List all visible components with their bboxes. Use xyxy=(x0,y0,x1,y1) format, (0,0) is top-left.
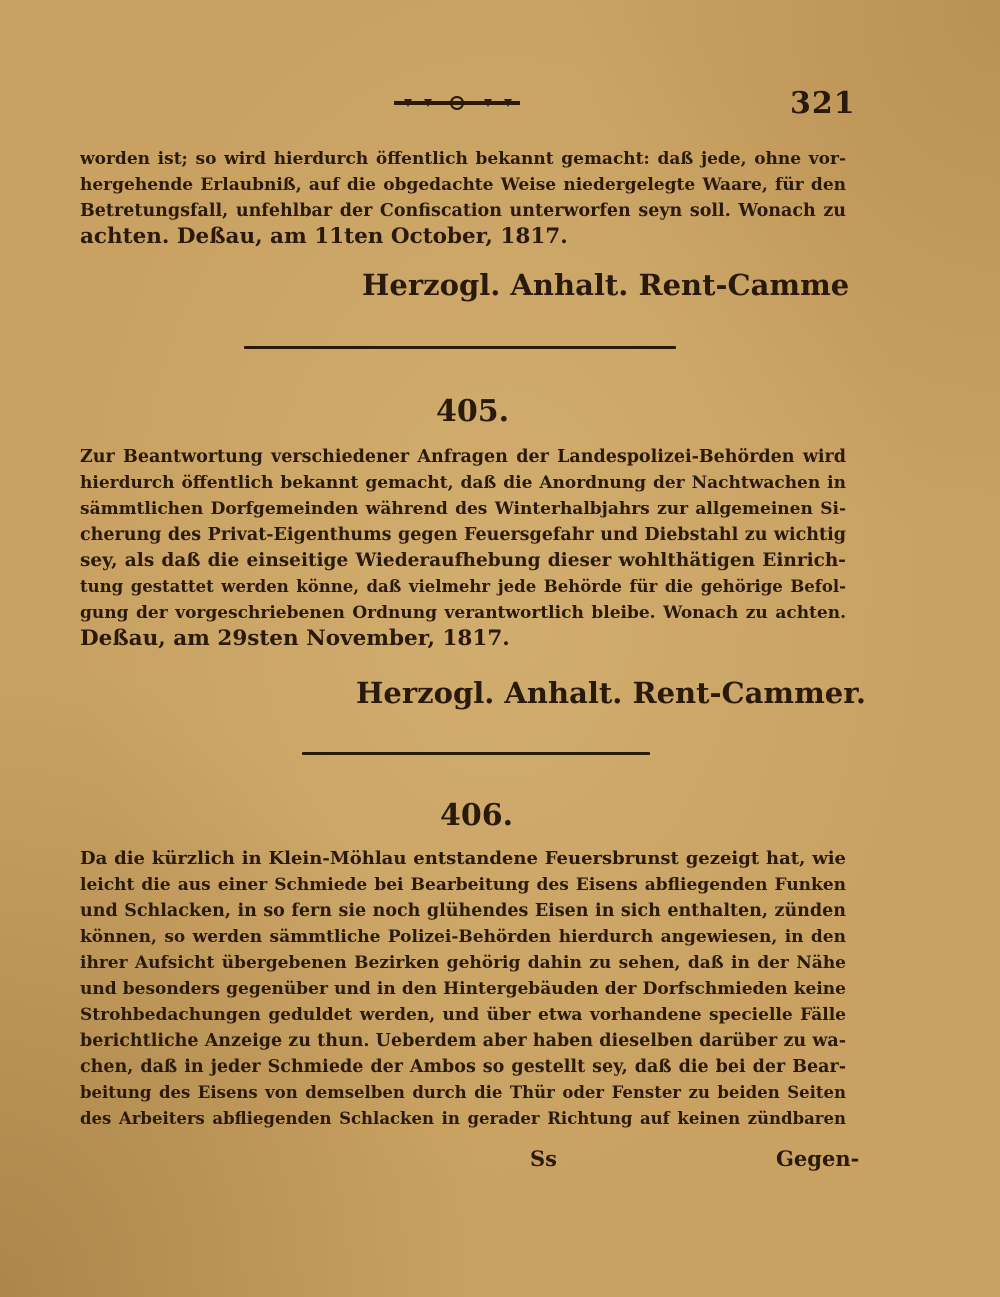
paragraph-406 xyxy=(80,846,846,1132)
text-line: cherung des Privat-Eigenthums gegen Feuersgefahr und Diebstahl zu wichtig xyxy=(80,525,846,545)
text-line: hierdurch öffentlich bekannt gemacht, daß die Anordnung der Nachtwachen in xyxy=(80,473,846,493)
text-line: hergehende Erlaubniß, auf die obgedachte Weise niedergelegte Waare, für den xyxy=(80,175,846,195)
signature-block-2: Herzogl. Anhalt. Rent-Cammer. xyxy=(356,676,866,710)
text-line: Zur Beantwortung verschiedener Anfragen der Landespolizei-Behörden wird xyxy=(80,447,846,467)
text-line: können, so werden sämmtliche Polizei-Behörden hierdurch angewiesen, in den xyxy=(80,927,846,947)
catchword: Gegen- xyxy=(776,1146,860,1171)
text-line: chen, daß in jeder Schmiede der Ambos so gestellt sey, daß die bei der Bear- xyxy=(80,1057,846,1077)
text-line: ihrer Aufsicht übergebenen Bezirken gehörig dahin zu sehen, daß in der Nähe xyxy=(80,953,846,973)
text-line: sey, als daß die einseitige Wiederaufhebung dieser wohlthätigen Einrich- xyxy=(80,550,846,571)
text-line: Deßau, am 29sten November, 1817. xyxy=(80,626,510,651)
text-line: Betretungsfall, unfehlbar der Confiscation unterworfen seyn soll. Wonach zu xyxy=(80,201,846,221)
text-line: achten. Deßau, am 11ten October, 1817. xyxy=(80,224,568,249)
text-line: leicht die aus einer Schmiede bei Bearbeitung des Eisens abfliegenden Funken xyxy=(80,875,846,895)
text-line: Da die kürzlich in Klein-Möhlau entstandene Feuersbrunst gezeigt hat, wie xyxy=(80,848,846,869)
header-ornament xyxy=(394,96,520,110)
text-line: und Schlacken, in so fern sie noch glühendes Eisen in sich enthalten, zünden xyxy=(80,901,846,921)
text-line: sämmtlichen Dorfgemeinden während des Winterhalbjahrs zur allgemeinen Si- xyxy=(80,499,846,519)
paragraph-continuation xyxy=(80,146,846,250)
text-line: worden ist; so wird hierdurch öffentlich bekannt gemacht: daß jede, ohne vor- xyxy=(80,149,846,169)
text-line: des Arbeiters abfliegenden Schlacken in gerader Richtung auf keinen zündbaren xyxy=(80,1109,846,1128)
text-line: beitung des Eisens von demselben durch die Thür oder Fenster zu beiden Seiten xyxy=(80,1083,846,1102)
text-line: gung der vorgeschriebenen Ordnung verantwortlich bleibe. Wonach zu achten. xyxy=(80,603,846,623)
section-number-405: 405. xyxy=(436,394,510,429)
signature-block-1: Herzogl. Anhalt. Rent-Camme xyxy=(362,268,850,302)
section-divider xyxy=(244,346,676,349)
text-line: berichtliche Anzeige zu thun. Ueberdem aber haben dieselben darüber zu wa- xyxy=(80,1031,846,1051)
page-number: 321 xyxy=(790,86,856,121)
text-line: und besonders gegenüber und in den Hintergebäuden der Dorfschmieden keine xyxy=(80,979,846,999)
signature-mark: Ss xyxy=(530,1146,557,1171)
text-line: tung gestattet werden könne, daß vielmehr jede Behörde für die gehörige Befol- xyxy=(80,577,846,596)
section-number-406: 406. xyxy=(440,798,514,833)
section-divider xyxy=(302,752,650,755)
paragraph-405 xyxy=(80,444,846,652)
text-line: Strohbedachungen geduldet werden, und über etwa vorhandene specielle Fälle xyxy=(80,1005,846,1025)
